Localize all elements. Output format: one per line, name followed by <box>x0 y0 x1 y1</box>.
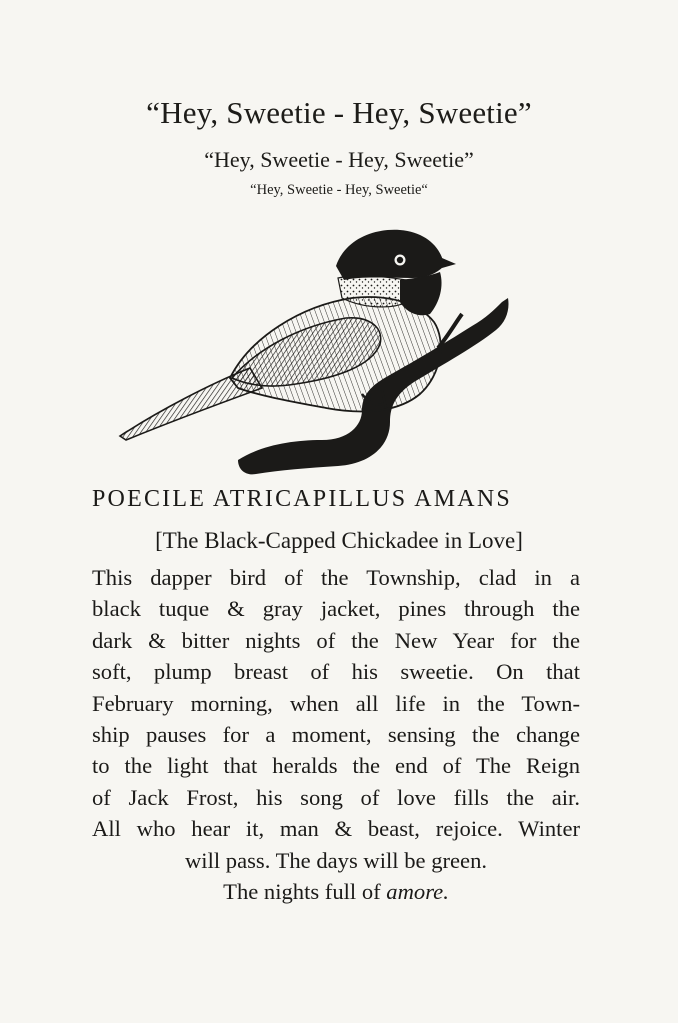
body-line: to the light that heralds the end of The Reign <box>92 753 580 779</box>
song-quote-small: “Hey, Sweetie - Hey, Sweetie“ <box>250 182 428 198</box>
closing-prefix: The nights full of <box>223 879 387 905</box>
body-line: of Jack Frost, his song of love fills the air. <box>92 784 580 810</box>
body-line: black tuque & gray jacket, pines through the <box>92 596 580 622</box>
body-line: soft, plump breast of his sweetie. On that <box>92 659 580 685</box>
body-line: All who hear it, man & beast, rejoice. Winter <box>92 816 580 842</box>
body-line: will pass. The days will be green. <box>184 847 488 873</box>
closing-line <box>92 876 580 907</box>
song-quote-large: “Hey, Sweetie - Hey, Sweetie” <box>146 95 532 130</box>
closing-emphasis: amore. <box>386 879 449 905</box>
body-line: dark & bitter nights of the New Year for the <box>92 627 580 653</box>
song-quote-medium: “Hey, Sweetie - Hey, Sweetie” <box>204 147 474 172</box>
body-line: ship pauses for a moment, sensing the change <box>92 722 580 748</box>
species-heading: POECILE ATRICAPILLUS AMANS <box>92 486 512 512</box>
chickadee-illustration-icon <box>100 218 530 483</box>
body-line: February morning, when all life in the Town- <box>92 690 580 716</box>
body-paragraph <box>92 562 580 907</box>
body-line: This dapper bird of the Township, clad in a <box>92 565 580 590</box>
species-subheading: [The Black-Capped Chickadee in Love] <box>155 528 523 553</box>
